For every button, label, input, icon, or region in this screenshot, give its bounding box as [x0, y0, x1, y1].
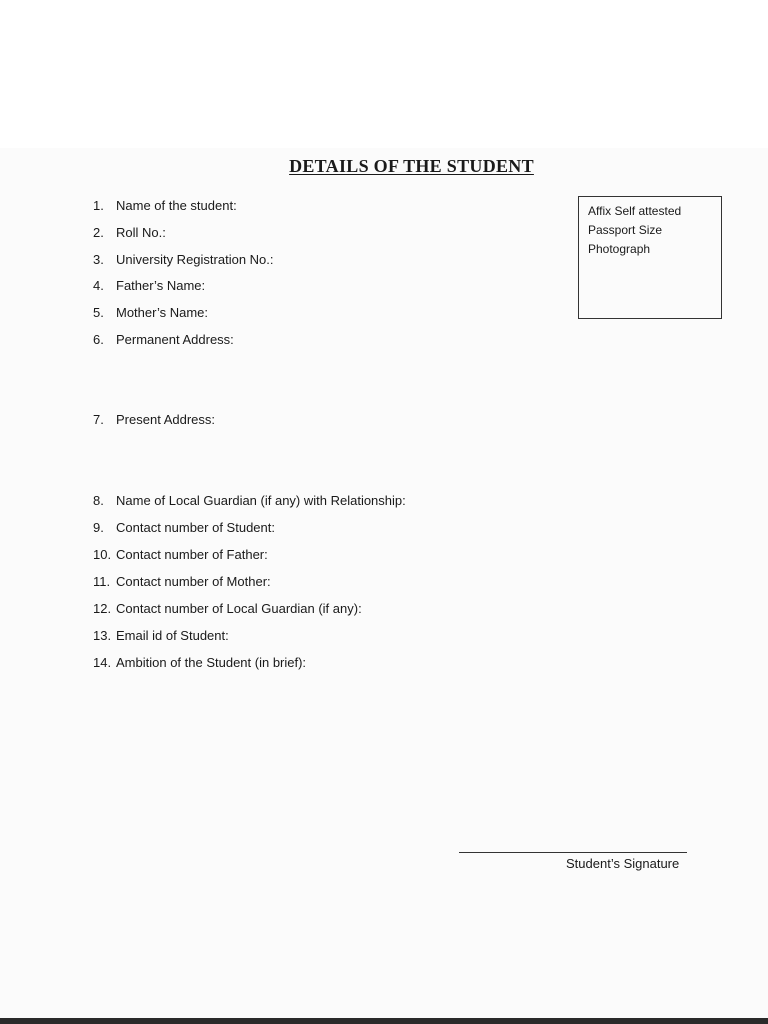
field-label: Contact number of Mother: — [116, 574, 271, 589]
signature-label: Student’s Signature — [566, 856, 680, 871]
page-top-margin — [0, 0, 768, 148]
field-email — [93, 627, 229, 645]
field-contact-guardian — [93, 600, 362, 618]
field-number: 11. — [93, 574, 111, 589]
field-number: 5. — [93, 305, 104, 320]
field-contact-mother — [93, 573, 271, 591]
field-label: Name of Local Guardian (if any) with Relationship: — [116, 493, 406, 508]
field-number: 1. — [93, 198, 104, 213]
field-label: Contact number of Local Guardian (if any): — [116, 601, 362, 616]
field-label: Present Address: — [116, 412, 215, 427]
field-label: Roll No.: — [116, 225, 166, 240]
field-number: 4. — [93, 278, 104, 293]
photo-box-line: Affix Self attested — [588, 204, 682, 218]
field-label: Ambition of the Student (in brief): — [116, 655, 307, 670]
field-label: Contact number of Student: — [116, 520, 275, 535]
field-label: Mother’s Name: — [116, 305, 208, 320]
field-number: 12. — [93, 601, 112, 616]
field-label: University Registration No.: — [116, 252, 274, 267]
field-roll-no — [93, 224, 166, 242]
field-local-guardian — [93, 492, 406, 510]
field-number: 13. — [93, 628, 112, 643]
field-label: Permanent Address: — [116, 332, 234, 347]
field-number: 6. — [93, 332, 104, 347]
field-label: Email id of Student: — [116, 628, 229, 643]
field-contact-student — [93, 519, 275, 537]
photo-box-line: Photograph — [588, 242, 651, 256]
field-number: 3. — [93, 252, 104, 267]
field-contact-father — [93, 546, 268, 564]
photo-box — [578, 196, 722, 319]
field-number: 9. — [93, 520, 104, 535]
field-number: 8. — [93, 493, 104, 508]
field-label: Father’s Name: — [116, 278, 206, 293]
field-label: Contact number of Father: — [116, 547, 268, 562]
photo-box-line: Passport Size — [588, 223, 663, 237]
field-label: Name of the student: — [116, 198, 237, 213]
field-father-name — [93, 277, 205, 295]
field-student-name — [93, 197, 237, 215]
field-ambition — [93, 654, 306, 672]
field-number: 14. — [93, 655, 112, 670]
field-mother-name — [93, 304, 208, 322]
field-number: 2. — [93, 225, 104, 240]
scan-bottom-edge — [0, 1018, 768, 1024]
field-number: 7. — [93, 412, 104, 427]
form-title: DETAILS OF THE STUDENT — [289, 156, 534, 176]
signature-line — [459, 852, 687, 853]
field-registration-no — [93, 251, 274, 269]
field-number: 10. — [93, 547, 112, 562]
field-permanent-address — [93, 331, 234, 349]
field-present-address — [93, 411, 215, 429]
